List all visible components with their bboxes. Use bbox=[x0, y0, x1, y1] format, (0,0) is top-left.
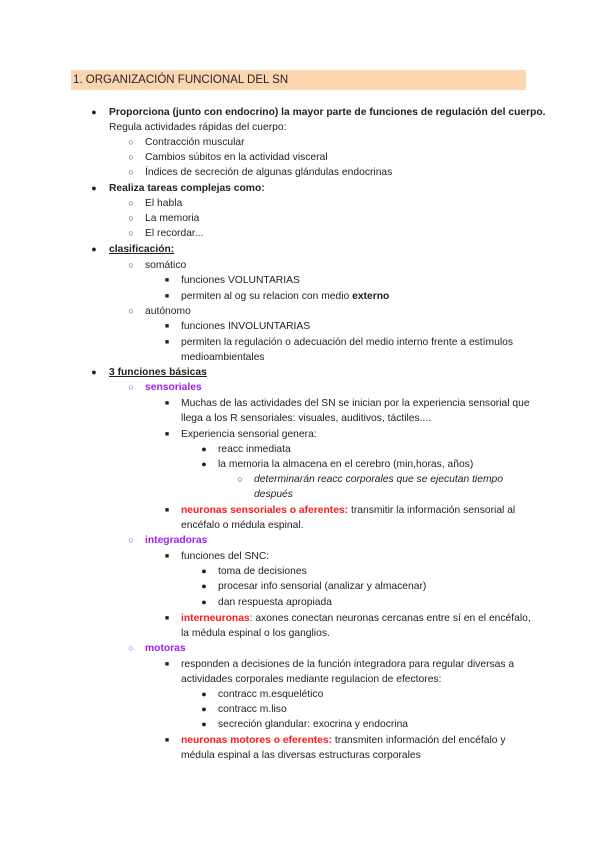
sensoriales-p2-item: la memoria la almacena en el cerebro (min,horas, años) bbox=[218, 459, 474, 470]
square-bullet: ■ bbox=[164, 323, 170, 330]
motoras-item: contracc m.liso bbox=[218, 704, 287, 715]
disc-bullet: ● bbox=[91, 367, 97, 377]
s4-lead: 3 funciones básicas bbox=[109, 367, 207, 378]
s2-item: El recordar... bbox=[145, 228, 204, 239]
sensoriales-p1-cont: llega a los R sensoriales: visuales, auditivos, táctiles.... bbox=[181, 413, 432, 424]
square-bullet: ■ bbox=[164, 293, 170, 300]
s3-lead: clasificación: bbox=[109, 244, 175, 255]
disc-bullet: ● bbox=[201, 597, 207, 607]
circle-bullet: ○ bbox=[237, 474, 243, 484]
circle-bullet: ○ bbox=[128, 643, 134, 653]
s1-item: Índices de secreción de algunas glándulas endocrinas bbox=[145, 167, 393, 178]
s3-somatico: somático bbox=[145, 260, 187, 271]
motoras-p2-red: neuronas motores o eferentes: bbox=[181, 735, 333, 746]
sensoriales-p2-item: reacc inmediata bbox=[218, 444, 291, 455]
motoras-p1-cont: actividades corporales mediante regulacion de efectores: bbox=[181, 674, 442, 685]
circle-bullet: ○ bbox=[128, 198, 134, 208]
motoras-p1: responden a decisiones de la función integradora para regular diversas a bbox=[181, 659, 515, 670]
sensoriales-p3-red: neuronas sensoriales o aferentes: bbox=[181, 505, 349, 516]
s1-sub: Regula actividades rápidas del cuerpo: bbox=[109, 122, 287, 133]
sensoriales-title: sensoriales bbox=[145, 382, 202, 393]
motoras-p2-cont: médula espinal a las diversas estructuras corporales bbox=[181, 750, 421, 761]
square-bullet: ■ bbox=[164, 661, 170, 668]
disc-bullet: ● bbox=[201, 689, 207, 699]
circle-bullet: ○ bbox=[128, 137, 134, 147]
s3-somatico-item-text: permiten al og su relacion con medio bbox=[181, 291, 353, 302]
disc-bullet: ● bbox=[91, 183, 97, 193]
motoras-item: contracc m.esquelético bbox=[218, 689, 324, 700]
integradoras-p2 bbox=[181, 611, 531, 626]
square-bullet: ■ bbox=[164, 553, 170, 560]
motoras-item: secreción glandular: exocrina y endocrina bbox=[218, 719, 409, 730]
sensoriales-p3-rest: transmitir la información sensorial al bbox=[348, 505, 516, 516]
circle-bullet: ○ bbox=[128, 213, 134, 223]
circle-bullet: ○ bbox=[128, 535, 134, 545]
integradoras-item: procesar info sensorial (analizar y almacenar) bbox=[218, 581, 427, 592]
square-bullet: ■ bbox=[164, 615, 170, 622]
integradoras-p1: funciones del SNC: bbox=[181, 551, 270, 562]
circle-bullet: ○ bbox=[128, 167, 134, 177]
s3-autonomo: autónomo bbox=[145, 306, 191, 317]
motoras-title: motoras bbox=[145, 643, 186, 654]
s3-somatico-item: funciones VOLUNTARIAS bbox=[181, 275, 300, 286]
motoras-p2-rest: transmiten información del encéfalo y bbox=[332, 735, 506, 746]
sensoriales-p1: Muchas de las actividades del SN se inician por la experiencia sensorial que bbox=[181, 398, 530, 409]
circle-bullet: ○ bbox=[128, 260, 134, 270]
s2-lead: Realiza tareas complejas como: bbox=[109, 183, 265, 194]
integradoras-item: toma de decisiones bbox=[218, 566, 307, 577]
square-bullet: ■ bbox=[164, 431, 170, 438]
disc-bullet: ● bbox=[201, 719, 207, 729]
circle-bullet: ○ bbox=[128, 228, 134, 238]
integradoras-item: dan respuesta apropiada bbox=[218, 597, 332, 608]
sensoriales-note-cont: después bbox=[254, 489, 293, 500]
s3-somatico-item bbox=[181, 289, 389, 304]
s2-item: El habla bbox=[145, 198, 183, 209]
s2-item: La memoria bbox=[145, 213, 200, 224]
s1-item: Contracción muscular bbox=[145, 137, 245, 148]
square-bullet: ■ bbox=[164, 277, 170, 284]
circle-bullet: ○ bbox=[128, 382, 134, 392]
section-heading: 1. ORGANIZACIÓN FUNCIONAL DEL SN bbox=[71, 70, 526, 90]
sensoriales-p2: Experiencia sensorial genera: bbox=[181, 429, 317, 440]
circle-bullet: ○ bbox=[128, 152, 134, 162]
square-bullet: ■ bbox=[164, 737, 170, 744]
disc-bullet: ● bbox=[201, 704, 207, 714]
disc-bullet: ● bbox=[201, 566, 207, 576]
s1-item: Cambios súbitos en la actividad visceral bbox=[145, 152, 328, 163]
s3-autonomo-item: permiten la regulación o adecuación del medio interno frente a estímulos bbox=[181, 337, 513, 348]
square-bullet: ■ bbox=[164, 339, 170, 346]
s3-externo: externo bbox=[352, 291, 390, 302]
motoras-p2 bbox=[181, 733, 505, 748]
disc-bullet: ● bbox=[201, 459, 207, 469]
disc-bullet: ● bbox=[201, 581, 207, 591]
disc-bullet: ● bbox=[91, 107, 97, 117]
disc-bullet: ● bbox=[201, 444, 207, 454]
sensoriales-p3 bbox=[181, 503, 515, 518]
s3-autonomo-item-cont: medioambientales bbox=[181, 352, 265, 363]
circle-bullet: ○ bbox=[128, 306, 134, 316]
integradoras-p2-cont: la médula espinal o los ganglios. bbox=[181, 628, 330, 639]
square-bullet: ■ bbox=[164, 507, 170, 514]
sensoriales-note: determinarán reacc corporales que se ejecutan tiempo bbox=[254, 474, 503, 485]
sensoriales-p3-cont: encéfalo o médula espinal. bbox=[181, 520, 304, 531]
integradoras-p2-red: interneuronas bbox=[181, 613, 250, 624]
square-bullet: ■ bbox=[164, 400, 170, 407]
integradoras-p2-rest: : axones conectan neuronas cercanas entre sí en el encéfalo, bbox=[249, 613, 531, 624]
integradoras-title: integradoras bbox=[145, 535, 208, 546]
disc-bullet: ● bbox=[91, 244, 97, 254]
s1-lead: Proporciona (junto con endocrino) la mayor parte de funciones de regulación del cuerpo. bbox=[109, 107, 546, 118]
s3-autonomo-item: funciones INVOLUNTARIAS bbox=[181, 321, 311, 332]
